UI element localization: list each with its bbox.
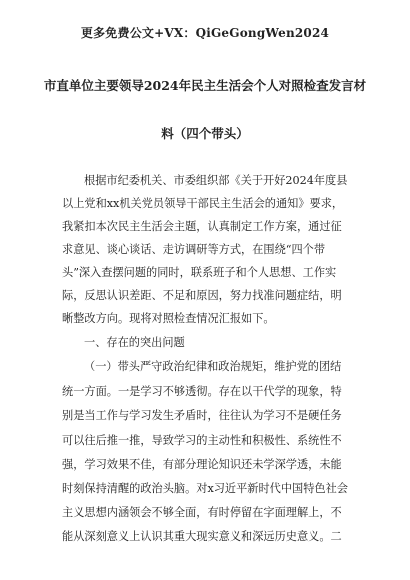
body-line: 我紧扣本次民主生活会主题，认真制定工作方案，通过征 [62, 220, 342, 233]
body-line: 能从深刻意义上认识其重大现实意义和深远历史意义。二 [62, 530, 342, 543]
body-line: 别是当工作与学习发生矛盾时，往往认为学习不是硬任务 [62, 409, 342, 422]
body-line: 强，学习效果不佳，有部分理论知识还未学深学透，未能 [62, 458, 342, 471]
body-line: 以上党和xx机关党员领导干部民主生活会的通知》要求， [62, 197, 344, 210]
body-line: 头”深入查摆问题的同时，联系班子和个人思想、工作实 [62, 266, 337, 279]
body-line: （一）带头严守政治纪律和政治规矩，维护党的团结 [84, 360, 342, 373]
section-heading: 一、存在的突出问题 [84, 336, 185, 349]
document-title-line-1: 市直单位主要领导2024年民主生活会个人对照检查发言材 [43, 78, 367, 93]
promo-header: 更多免费公文+VX：QiGeGongWen2024 [80, 26, 330, 40]
body-line: 主义思想内涵领会不够全面，有时停留在字面理解上，不 [62, 506, 342, 519]
body-line: 求意见、谈心谈话、走访调研等方式，在围绕“四个带 [62, 243, 326, 256]
body-line: 时刻保持清醒的政治头脑。对x习近平新时代中国特色社会 [62, 482, 348, 495]
body-line: 可以往后推一推，导致学习的主动性和积极性、系统性不 [62, 434, 342, 447]
body-line: 根据市纪委机关、市委组织部《关于开好2024年度县 [84, 174, 348, 187]
document-title-line-2: 料（四个带头） [161, 126, 249, 141]
body-line: 际，反思认识差距、不足和原因，努力找准问题症结，明 [62, 289, 342, 302]
body-line: 统一方面。一是学习不够透彻。存在以干代学的现象，特 [62, 385, 342, 398]
body-line: 晰整改方向。现将对照检查情况汇报如下。 [62, 312, 275, 325]
